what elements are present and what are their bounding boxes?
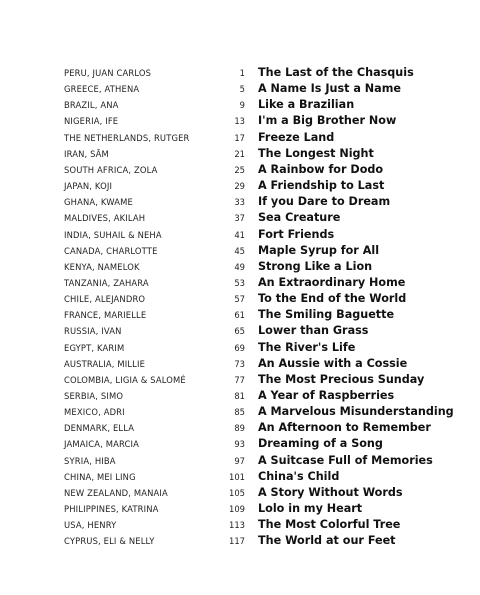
country-and-child-name: PERU, JUAN CARLOS — [64, 68, 152, 78]
story-title: A Suitcase Full of Memories — [258, 453, 433, 467]
contents-row — [0, 277, 480, 293]
contents-row — [0, 422, 480, 438]
contents-row — [0, 374, 480, 390]
page-number: 29 — [234, 181, 245, 192]
contents-row — [0, 245, 480, 261]
page-number: 25 — [234, 164, 245, 175]
page-number: 97 — [234, 455, 245, 466]
page-number: 57 — [234, 294, 245, 305]
page-number: 41 — [234, 229, 245, 240]
page-number: 65 — [234, 326, 245, 337]
contents-row — [0, 132, 480, 148]
story-title: The Most Precious Sunday — [258, 372, 425, 386]
contents-row — [0, 390, 480, 406]
story-title: Lower than Grass — [258, 324, 369, 338]
story-title: A Story Without Words — [258, 485, 403, 499]
story-title: Freeze Land — [258, 130, 335, 144]
contents-row — [0, 406, 480, 422]
country-and-child-name: EGYPT, KARIM — [64, 342, 125, 353]
page-number: 117 — [229, 536, 245, 547]
country-and-child-name: MEXICO, ADRI — [64, 407, 125, 418]
contents-row — [0, 115, 480, 131]
page-number: 53 — [234, 277, 245, 288]
country-and-child-name: JAMAICA, MARCIA — [64, 439, 140, 450]
page-number: 81 — [234, 391, 245, 401]
story-title: The Most Colorful Tree — [258, 518, 401, 532]
contents-row — [0, 164, 480, 180]
page-number: 33 — [234, 197, 245, 208]
country-and-child-name: DENMARK, ELLA — [64, 423, 135, 434]
contents-row — [0, 487, 480, 503]
page-number: 109 — [229, 504, 245, 515]
contents-row — [0, 503, 480, 519]
page-number: 17 — [234, 132, 245, 143]
country-and-child-name: SYRIA, HIBA — [64, 455, 116, 466]
country-and-child-name: CYPRUS, ELI & NELLY — [64, 536, 155, 547]
country-and-child-name: USA, HENRY — [64, 520, 117, 531]
story-title: A Rainbow for Dodo — [258, 162, 384, 176]
story-title: Dreaming of a Song — [258, 437, 383, 451]
contents-row — [0, 261, 480, 277]
story-title: The World at our Feet — [258, 534, 396, 548]
country-and-child-name: BRAZIL, ANA — [64, 100, 119, 111]
page-number: 113 — [229, 520, 245, 531]
story-title: Maple Syrup for All — [258, 243, 380, 257]
contents-row — [0, 293, 480, 309]
page-number: 61 — [234, 310, 245, 321]
page-number: 45 — [234, 245, 245, 256]
country-and-child-name: THE NETHERLANDS, RUTGER — [64, 132, 190, 143]
page-number: 69 — [234, 342, 245, 353]
contents-row — [0, 342, 480, 358]
contents-row — [0, 229, 480, 245]
country-and-child-name: RUSSIA, IVAN — [64, 326, 122, 337]
story-title: Sea Creature — [258, 211, 341, 225]
contents-row — [0, 212, 480, 228]
country-and-child-name: TANZANIA, ZAHARA — [64, 277, 149, 288]
contents-row — [0, 438, 480, 454]
contents-row — [0, 148, 480, 164]
story-title: A Friendship to Last — [258, 179, 385, 193]
story-title: A Marvelous Misunderstanding — [258, 405, 454, 419]
contents-row — [0, 180, 480, 196]
page-number: 73 — [234, 358, 245, 369]
story-title: To the End of the World — [258, 292, 407, 306]
country-and-child-name: AUSTRALIA, MILLIE — [64, 358, 146, 369]
story-title: China's Child — [258, 469, 340, 483]
contents-row — [0, 358, 480, 374]
story-title: An Aussie with a Cossie — [258, 356, 408, 370]
story-title: The Smiling Baguette — [258, 308, 395, 322]
page-number: 5 — [239, 84, 245, 95]
country-and-child-name: IRAN, SĀM — [64, 148, 109, 159]
page-number: 93 — [234, 439, 245, 450]
country-and-child-name: CHINA, MEI LING — [64, 471, 136, 482]
story-title: Fort Friends — [258, 227, 335, 241]
story-title: A Name Is Just a Name — [258, 82, 401, 96]
page-number: 105 — [229, 487, 245, 498]
contents-row — [0, 471, 480, 487]
page-number: 21 — [234, 148, 245, 159]
country-and-child-name: SOUTH AFRICA, ZOLA — [64, 164, 158, 175]
page-number: 1 — [239, 68, 245, 78]
contents-row — [0, 99, 480, 115]
story-title: I'm a Big Brother Now — [258, 114, 397, 128]
page-number: 49 — [234, 261, 245, 272]
country-and-child-name: JAPAN, KOJI — [64, 181, 113, 192]
story-title: If you Dare to Dream — [258, 195, 391, 209]
country-and-child-name: COLOMBIA, LIGIA & SALOMÉ — [64, 374, 186, 385]
story-title: An Extraordinary Home — [258, 275, 406, 289]
story-title: An Afternoon to Remember — [258, 421, 431, 435]
country-and-child-name: GREECE, ATHENA — [64, 84, 140, 95]
page-number: 85 — [234, 407, 245, 418]
country-and-child-name: NIGERIA, IFE — [64, 116, 119, 127]
contents-row — [0, 535, 480, 551]
country-and-child-name: SERBIA, SIMO — [64, 391, 124, 401]
contents-row — [0, 519, 480, 535]
country-and-child-name: CHILE, ALEJANDRO — [64, 294, 146, 305]
country-and-child-name: CANADA, CHARLOTTE — [64, 245, 158, 256]
country-and-child-name: FRANCE, MARIELLE — [64, 310, 147, 321]
story-title: The Longest Night — [258, 146, 374, 160]
country-and-child-name: INDIA, SUHAIL & NEHA — [64, 229, 162, 240]
country-and-child-name: NEW ZEALAND, MANAIA — [64, 487, 168, 498]
country-and-child-name: PHILIPPINES, KATRINA — [64, 504, 159, 515]
page-number: 13 — [234, 116, 245, 127]
story-title: The Last of the Chasquis — [258, 66, 414, 79]
contents-row — [0, 325, 480, 341]
story-title: Lolo in my Heart — [258, 502, 363, 516]
contents-row — [0, 83, 480, 99]
page-number: 77 — [234, 374, 245, 385]
story-title: Like a Brazilian — [258, 98, 355, 112]
story-title: The River's Life — [258, 340, 356, 354]
page-number: 37 — [234, 213, 245, 224]
contents-row — [0, 196, 480, 212]
contents-row — [0, 309, 480, 325]
story-title: A Year of Raspberries — [258, 389, 395, 402]
story-title: Strong Like a Lion — [258, 259, 373, 273]
contents-row — [0, 455, 480, 471]
country-and-child-name: MALDIVES, AKILAH — [64, 213, 146, 224]
page-number: 9 — [239, 100, 245, 111]
page-number: 101 — [229, 471, 245, 482]
country-and-child-name: GHANA, KWAME — [64, 197, 133, 208]
contents-row — [0, 67, 480, 83]
country-and-child-name: KENYA, NAMELOK — [64, 261, 140, 272]
page-number: 89 — [234, 423, 245, 434]
